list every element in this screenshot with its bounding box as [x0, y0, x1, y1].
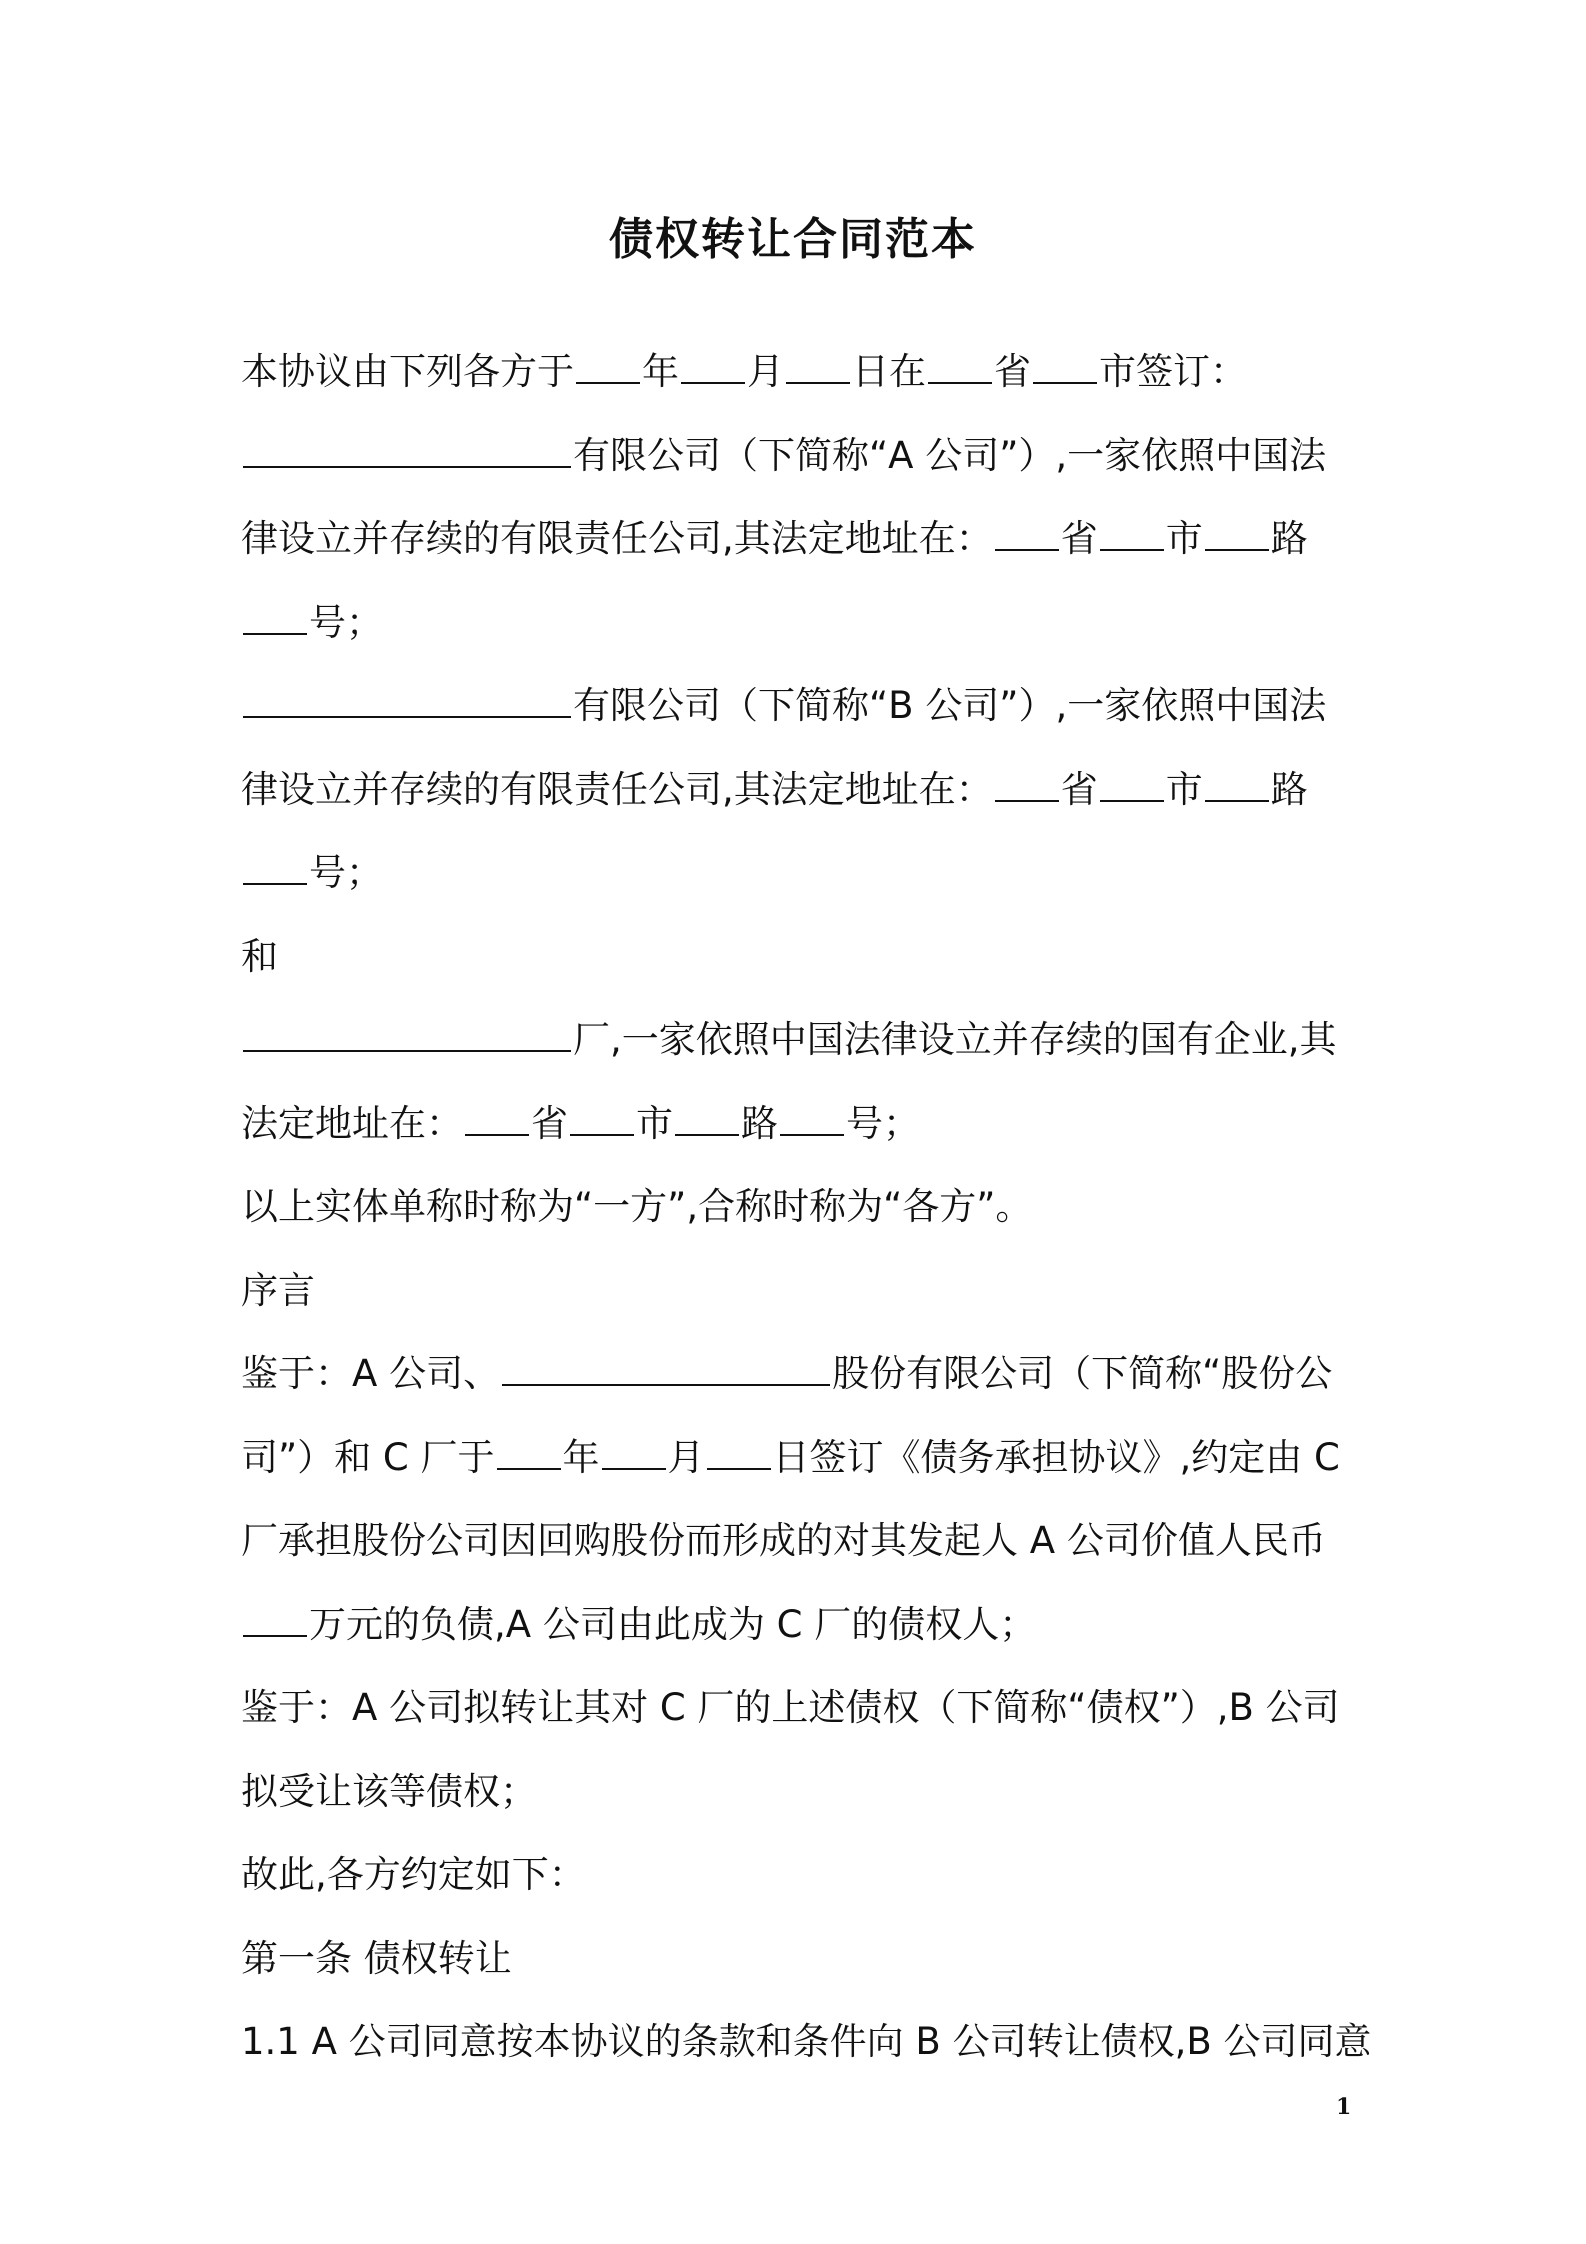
fill-blank	[786, 352, 850, 384]
section-heading: 序言	[241, 1268, 315, 1312]
paragraph-line: 有限公司（下简称“B 公司”）,一家依照中国法	[241, 664, 1351, 748]
fill-blank	[570, 1104, 634, 1136]
paragraph-line: 和	[241, 934, 278, 978]
paragraph-line: 以上实体单称时称为“一方”,合称时称为“各方”。	[241, 1185, 1033, 1228]
paragraph-line: 律设立并存续的有限责任公司,其法定地址在： 省 市 路	[241, 517, 1308, 560]
fill-blank	[1100, 770, 1164, 802]
fill-blank	[995, 519, 1059, 551]
paragraph-line: 万元的负债,A 公司由此成为 C 厂的债权人；	[241, 1583, 1351, 1667]
fill-blank	[675, 1104, 739, 1136]
paragraph-line: 号；	[241, 581, 1351, 665]
paragraph-line: 号；	[241, 831, 1351, 915]
fill-blank	[1205, 519, 1269, 551]
fill-blank	[1205, 770, 1269, 802]
paragraph-line: 鉴于：A 公司拟转让其对 C 厂的上述债权（下简称“债权”）,B 公司	[241, 1686, 1340, 1729]
fill-blank	[243, 436, 571, 468]
fill-blank	[928, 352, 992, 384]
fill-blank	[243, 1605, 307, 1637]
fill-blank	[502, 1354, 830, 1386]
fill-blank	[602, 1438, 666, 1470]
fill-blank	[707, 1438, 771, 1470]
paragraph-line: 厂,一家依照中国法律设立并存续的国有企业,其	[241, 998, 1351, 1082]
fill-blank	[1100, 519, 1164, 551]
fill-blank	[681, 352, 745, 384]
paragraph-line: 拟受让该等债权；	[241, 1769, 537, 1813]
section-heading: 第一条 债权转让	[241, 1936, 512, 1980]
fill-blank	[1033, 352, 1097, 384]
fill-blank	[243, 603, 307, 635]
paragraph-line: 有限公司（下简称“A 公司”）,一家依照中国法	[241, 414, 1351, 498]
fill-blank	[243, 686, 571, 718]
fill-blank	[465, 1104, 529, 1136]
document-title: 债权转让合同范本	[609, 214, 977, 265]
paragraph-line: 故此,各方约定如下：	[241, 1853, 586, 1896]
paragraph-line: 法定地址在： 省 市 路 号；	[241, 1101, 920, 1145]
paragraph-line: 司”）和 C 厂于 年 月 日签订《债务承担协议》,约定由 C	[241, 1435, 1340, 1479]
paragraph-line: 本协议由下列各方于 年 月 日在 省 市签订：	[241, 350, 1247, 393]
paragraph-line: 律设立并存续的有限责任公司,其法定地址在： 省 市 路	[241, 767, 1308, 811]
fill-blank	[497, 1438, 561, 1470]
document-body	[241, 330, 1372, 2084]
fill-blank	[995, 770, 1059, 802]
fill-blank	[576, 352, 640, 384]
fill-blank	[243, 853, 307, 885]
fill-blank	[243, 1020, 571, 1052]
fill-blank	[780, 1104, 844, 1136]
page-number: 1	[1336, 2094, 1352, 2120]
paragraph-line: 1.1 A 公司同意按本协议的条款和条件向 B 公司转让债权,B 公司同意	[241, 2020, 1372, 2063]
paragraph-line: 厂承担股份公司因回购股份而形成的对其发起人 A 公司价值人民币	[241, 1519, 1326, 1562]
paragraph-line: 鉴于：A 公司、 股份有限公司（下简称“股份公	[241, 1352, 1333, 1395]
